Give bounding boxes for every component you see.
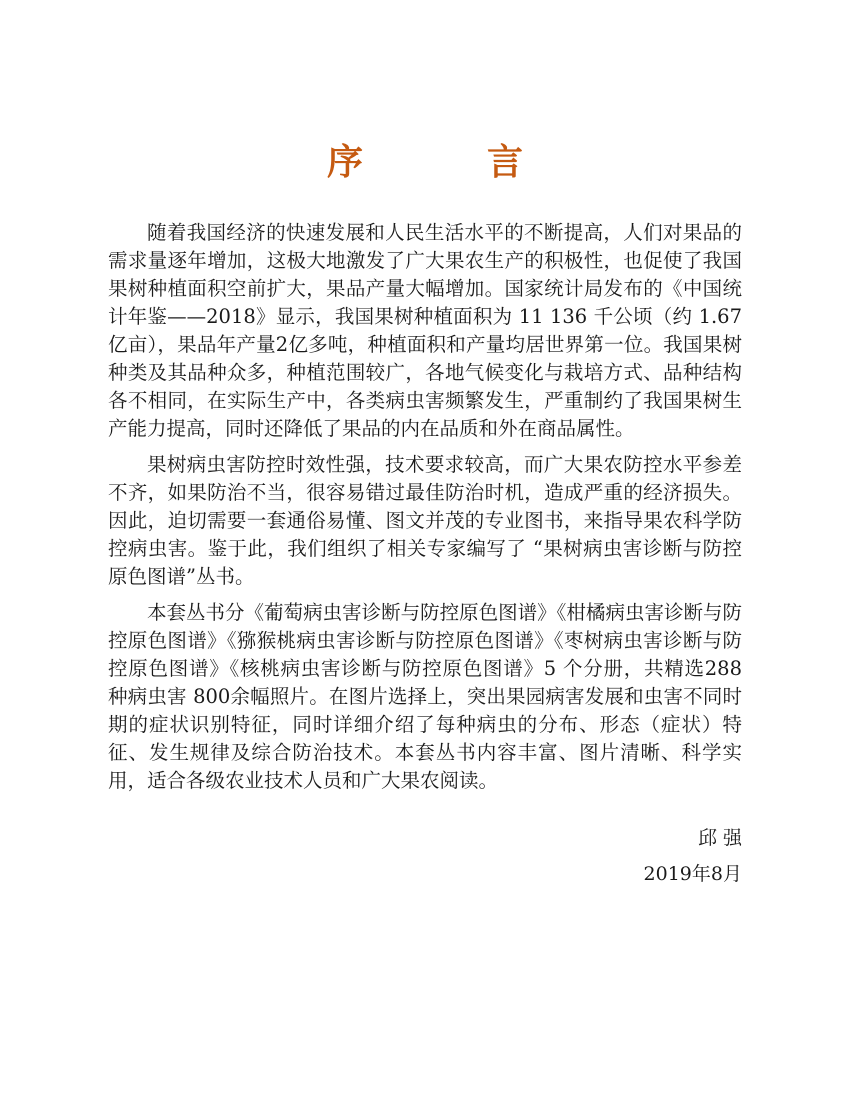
preface-paragraph-3: 本套丛书分《葡萄病虫害诊断与防控原色图谱》《柑橘病虫害诊断与防控原色图谱》《猕猴桃病虫害诊断与防控原色图谱》《枣树病虫害诊断与防控原色图谱》《核桃病虫害诊断与防控原色图谱》5 个分册，共精选288 种病虫害 800余幅照片。在图片选择上，突出果园病害发展和虫害不同时期的症状识别特征，同时详细介绍了每种病虫的分布、形态（症状）特征、发生规律及综合防治技术。本套丛书内容丰富、图片清晰、科学实用，适合各级农业技术人员和广大果农阅读。 — [108, 601, 742, 792]
preface-paragraph-2: 果树病虫害防控时效性强，技术要求较高，而广大果农防控水平参差不齐，如果防治不当，很容易错过最佳防治时机，造成严重的经济损失。因此，迫切需要一套通俗易懂、图文并茂的专业图书，来指导果农科学防控病虫害。鉴于此，我们组织了相关专家编写了 “果树病虫害诊断与防控原色图谱”丛书。 — [108, 453, 742, 588]
preface-date: 2019年8月 — [643, 863, 742, 885]
author-signature: 邱 强 — [697, 827, 742, 849]
preface-body — [108, 219, 742, 803]
preface-title: 序 言 — [326, 142, 567, 183]
preface-paragraph-1: 随着我国经济的快速发展和人民生活水平的不断提高，人们对果品的需求量逐年增加，这极大地激发了广大果农生产的积极性，也促使了我国果树种植面积空前扩大，果品产量大幅增加。国家统计局发布的《中国统计年鉴——2018》显示，我国果树种植面积为 11 136 千公顷（约 1.67 亿亩），果品年产量2亿多吨，种植面积和产量均居世界第一位。我国果树种类及其品种众多，种植范围较广，各地气候变化与栽培方式、品种结构各不相同，在实际生产中，各类病虫害频繁发生，严重制约了我国果树生产能力提高，同时还降低了果品的内在品质和外在商品属性。 — [108, 221, 742, 440]
preface-page — [108, 0, 742, 1100]
